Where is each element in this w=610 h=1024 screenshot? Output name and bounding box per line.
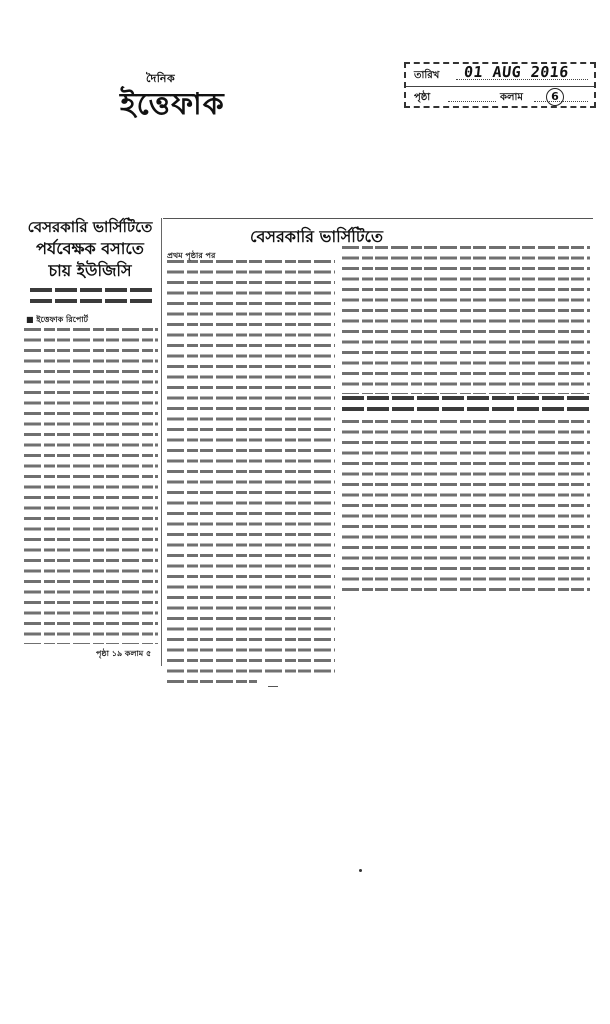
masthead-daily: দৈনিক <box>146 72 176 85</box>
stamp-date-row <box>406 64 594 87</box>
continuation-body-column-2-top <box>342 246 590 394</box>
continuation-body-column-1-end <box>167 680 257 690</box>
continuation-body-column-1 <box>167 260 335 680</box>
stamp-page-dotted-line <box>448 101 496 102</box>
top-rule <box>163 218 593 219</box>
front-body-text <box>24 328 158 644</box>
front-byline: ■ ইত্তেফাক রিপোর্ট <box>26 315 89 324</box>
scan-speck <box>359 869 362 872</box>
front-headline-line-3: চায় ইউজিসি <box>48 261 132 280</box>
masthead-title: ইত্তেফাক <box>120 87 225 122</box>
stamp-date-value: 01 AUG 2016 <box>463 63 570 81</box>
front-headline <box>18 216 162 282</box>
clipping-stamp <box>404 62 596 108</box>
front-subheadline <box>30 288 152 310</box>
stamp-date-label: তারিখ <box>414 70 440 81</box>
column-divider <box>161 218 162 666</box>
stamp-page-row <box>406 86 594 108</box>
front-headline-line-2: পর্যবেক্ষক বসাতে <box>36 239 144 258</box>
end-mark <box>268 686 278 687</box>
stamp-column-value: 6 <box>546 88 564 106</box>
front-jump-line: পৃষ্ঠা ১৯ কলাম ৫ <box>96 649 152 658</box>
continuation-body-column-2-bottom <box>342 420 590 596</box>
continuation-from-label: প্রথম পৃষ্ঠার পর <box>167 251 216 260</box>
stamp-page-label: পৃষ্ঠা <box>414 92 431 103</box>
continuation-body-bold-lines <box>342 396 590 416</box>
continuation-headline: বেসরকারি ভার্সিটিতে <box>250 227 383 246</box>
front-headline-line-1: বেসরকারি ভার্সিটিতে <box>27 218 153 236</box>
stamp-column-label: কলাম <box>500 92 523 103</box>
